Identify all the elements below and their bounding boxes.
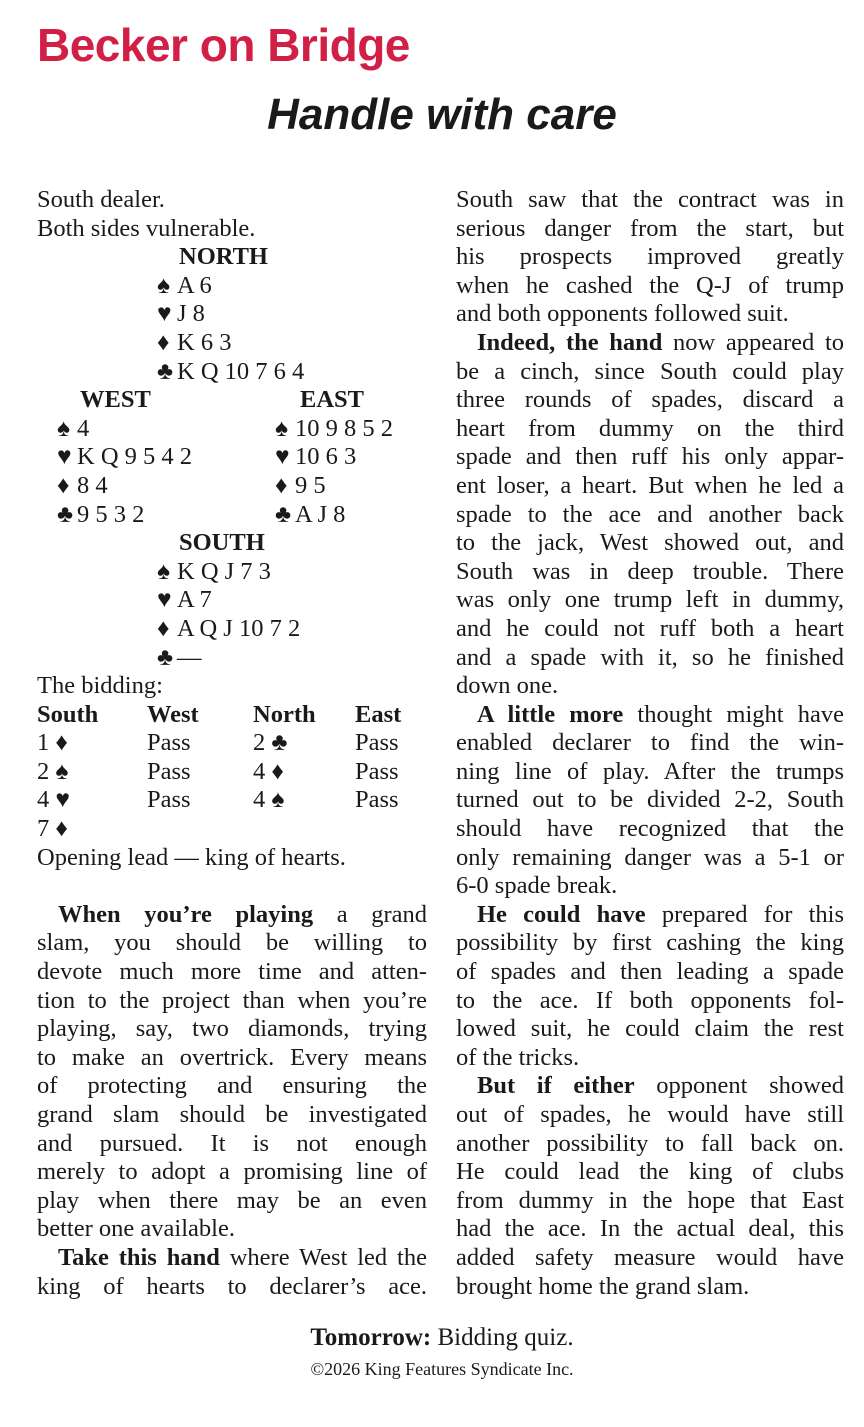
club-icon: ♣	[157, 357, 174, 385]
east-clubs: ♣ A J 8	[275, 500, 346, 528]
article-title: Handle with care	[267, 90, 617, 139]
south-clubs: ♣ —	[157, 643, 202, 671]
diamond-icon: ♦	[57, 471, 70, 499]
diamond-icon: ♦	[275, 471, 288, 499]
bid-cell: Pass	[355, 786, 399, 814]
south-spades: ♠ K Q J 7 3	[157, 557, 271, 585]
north-clubs: ♣ K Q 10 7 6 4	[157, 357, 305, 385]
bid-cell: 7 ♦	[37, 814, 68, 842]
east-label: EAST	[300, 386, 365, 414]
article-paragraph: When you’re playing a grand slam, you should be willing to devote much more time and atten- tion to the project than when you’re playing, say, two diamonds, trying to make an overtrick. Every means of protecting and ensuring the grand slam should be investigated and pursued. It is not enough merely to adopt a promising line of play when there may be an even better one available.	[37, 900, 427, 1243]
opening-lead: Opening lead — king of hearts.	[37, 843, 346, 871]
west-diamonds: ♦ 8 4	[57, 471, 108, 499]
bid-cell: 2 ♣	[253, 729, 288, 757]
east-spades: ♠ 10 9 8 5 2	[275, 414, 393, 442]
west-clubs: ♣ 9 5 3 2	[57, 500, 145, 528]
east-diamonds: ♦ 9 5	[275, 471, 326, 499]
bid-cell: Pass	[147, 786, 191, 814]
bid-cell: Pass	[147, 757, 191, 785]
article-paragraph: He could have prepared for this possibility by first cashing the king of spades and then leading a spade to the ace. If both opponents fol- lowed suit, he could claim the rest of the tricks.	[456, 900, 844, 1071]
article-paragraph: Indeed, the hand now appeared to be a cinch, since South could play three rounds of spades, discard a heart from dummy on the third spade and then ruff his only appar- ent loser, a heart. But when he led a spade to the ace and another back to the jack, West showed out, and South was in deep trouble. There was only one trump left in dummy, and he could not ruff both a heart and a spade with it, so he finished down one.	[456, 328, 845, 700]
article-paragraph: But if either opponent showed out of spades, he would have still another possibility to fall back on. He could lead the king of clubs from dummy in the hope that East had the ace. In the actual deal, this added safety measure would have brought home the grand slam.	[456, 1072, 844, 1300]
heart-icon: ♥	[275, 443, 290, 471]
article-paragraph: South saw that the contract was in serious danger from the start, but his prospects improved greatly when he cashed the Q-J of trump and both opponents followed suit.	[456, 186, 844, 328]
north-label: NORTH	[179, 243, 268, 271]
north-diamonds: ♦ K 6 3	[157, 328, 232, 356]
bidding-header-west: West	[147, 700, 199, 728]
north-spades: ♠ A 6	[157, 271, 212, 299]
article-paragraph: Take this hand where West led the king of hearts to declarer’s ace.	[37, 1243, 427, 1300]
diamond-icon: ♦	[157, 614, 170, 642]
bidding-header-north: North	[253, 700, 316, 728]
south-diamonds: ♦ A Q J 10 7 2	[157, 614, 301, 642]
bidding-header-south: South	[37, 700, 99, 728]
spacer	[37, 872, 427, 901]
diamond-icon: ♦	[157, 328, 170, 356]
club-icon: ♣	[57, 500, 74, 528]
hand-diagram	[37, 243, 427, 729]
vulnerability-line: Both sides vulnerable.	[37, 214, 256, 242]
heart-icon: ♥	[157, 586, 172, 614]
left-column	[37, 186, 427, 1301]
bidding-table	[37, 729, 427, 872]
heart-icon: ♥	[157, 300, 172, 328]
heart-icon: ♥	[57, 443, 72, 471]
west-hearts: ♥ K Q 9 5 4 2	[57, 443, 193, 471]
masthead-brand: Becker on Bridge	[37, 19, 410, 71]
dealer-line: South dealer.	[37, 186, 165, 213]
west-spades: ♠ 4	[57, 414, 90, 442]
club-icon: ♣	[275, 500, 292, 528]
bid-cell: 2 ♠	[37, 757, 69, 785]
spade-icon: ♠	[157, 557, 171, 585]
spade-icon: ♠	[157, 271, 171, 299]
bid-cell: Pass	[147, 729, 191, 757]
south-hearts: ♥ A 7	[157, 586, 212, 614]
article-paragraph: A little more thought might have enabled declarer to find the win- ning line of play. After the trumps turned out to be divided 2-2, South should have recognized that the only remaining danger was a 5-1 or 6-0 spade break.	[456, 700, 844, 900]
tomorrow-teaser: Tomorrow: Bidding quiz.	[310, 1324, 574, 1351]
club-icon: ♣	[157, 643, 174, 671]
south-label: SOUTH	[179, 529, 265, 557]
west-label: WEST	[80, 386, 151, 414]
bid-cell: 4 ♦	[253, 757, 284, 785]
bid-cell: Pass	[355, 729, 399, 757]
spade-icon: ♠	[57, 414, 71, 442]
north-hearts: ♥ J 8	[157, 300, 205, 328]
bid-cell: 1 ♦	[37, 729, 68, 757]
spade-icon: ♠	[275, 414, 289, 442]
bidding-label: The bidding:	[37, 672, 163, 700]
bid-cell: 4 ♠	[253, 786, 285, 814]
bidding-header-east: East	[355, 700, 402, 728]
bid-cell: Pass	[355, 757, 399, 785]
copyright: ©2026 King Features Syndicate Inc.	[310, 1359, 574, 1379]
east-hearts: ♥ 10 6 3	[275, 443, 357, 471]
bid-cell: 4 ♥	[37, 786, 70, 814]
right-column	[456, 186, 844, 1301]
